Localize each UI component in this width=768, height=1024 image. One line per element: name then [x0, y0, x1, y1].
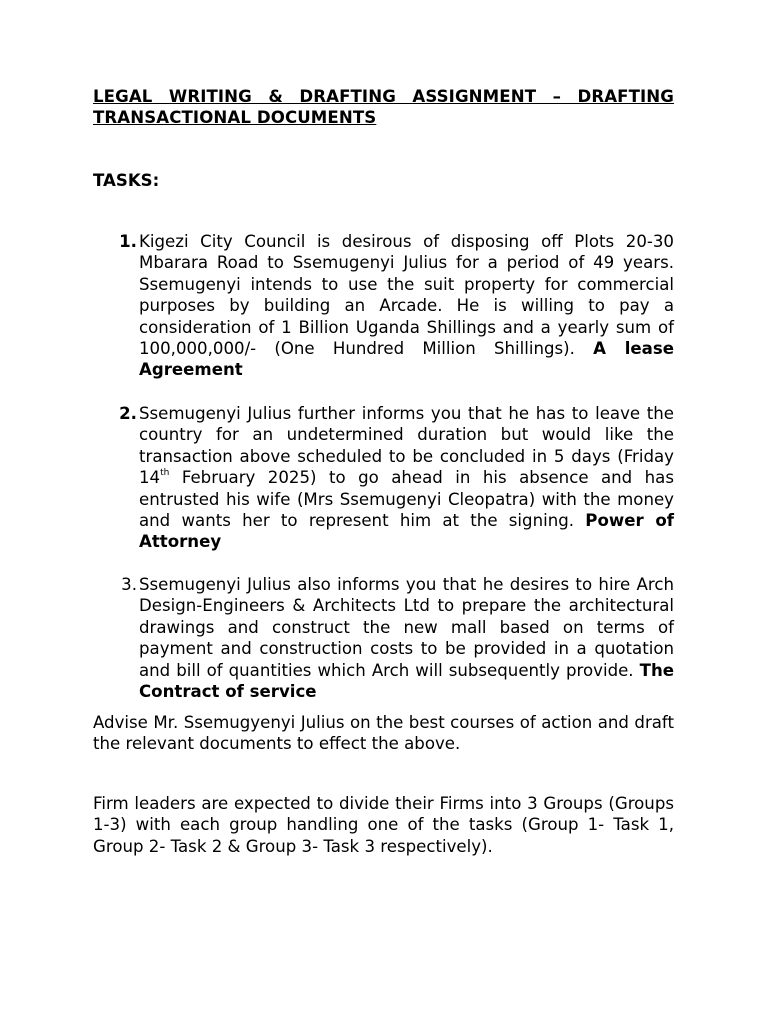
- task-number: 2.: [119, 404, 137, 423]
- firm-leaders-paragraph: Firm leaders are expected to divide their Firms into 3 Groups (Groups 1-3) with each group handling one of the tasks (Group 1- Task 1, Group 2- Task 2 & Group 3- Task 3 respectively).: [93, 794, 674, 856]
- task-document-label: A lease Agreement: [139, 339, 674, 380]
- task-text-continued: February 2025) to go ahead in his absence and has entrusted his wife (Mrs Ssemugenyi Cleopatra) with the money and wants her to represent him at the signing.: [139, 468, 674, 531]
- tasks-heading: TASKS:: [93, 171, 160, 190]
- task-item-3: [121, 574, 675, 702]
- task-item-2: [119, 403, 674, 553]
- advise-paragraph: Advise Mr. Ssemugyenyi Julius on the best courses of action and draft the relevant documents to effect the above.: [93, 713, 674, 754]
- date-ordinal-suffix: th: [160, 467, 170, 478]
- task-item-1: [119, 231, 674, 381]
- task-document-label: Power of Attorney: [139, 511, 674, 552]
- task-document-label: The Contract of service: [139, 660, 675, 702]
- document-title: LEGAL WRITING & DRAFTING ASSIGNMENT – DRAFTING TRANSACTIONAL DOCUMENTS: [93, 87, 674, 128]
- task-text: Ssemugenyi Julius further informs you that he has to leave the country for an undetermined duration but would like the transaction above scheduled to be concluded in 5 days (Friday 14: [139, 404, 674, 488]
- task-number: 1.: [119, 232, 137, 251]
- task-number: 3.: [121, 575, 137, 594]
- task-text: Ssemugenyi Julius also informs you that he desires to hire Arch Design-Engineers & Architects Ltd to prepare the architectural drawings and construct the new mall based on terms of payment and construction costs to be provided in a quotation and bill of quantities which Arch will subsequently provide.: [139, 575, 674, 680]
- task-text: Kigezi City Council is desirous of disposing off Plots 20-30 Mbarara Road to Ssemugenyi Julius for a period of 49 years. Ssemugenyi intends to use the suit property for commercial purposes by building an Arcade. He is willing to pay a consideration of 1 Billion Uganda Shillings and a yearly sum of 100,000,000/- (One Hundred Million Shillings).: [139, 232, 674, 359]
